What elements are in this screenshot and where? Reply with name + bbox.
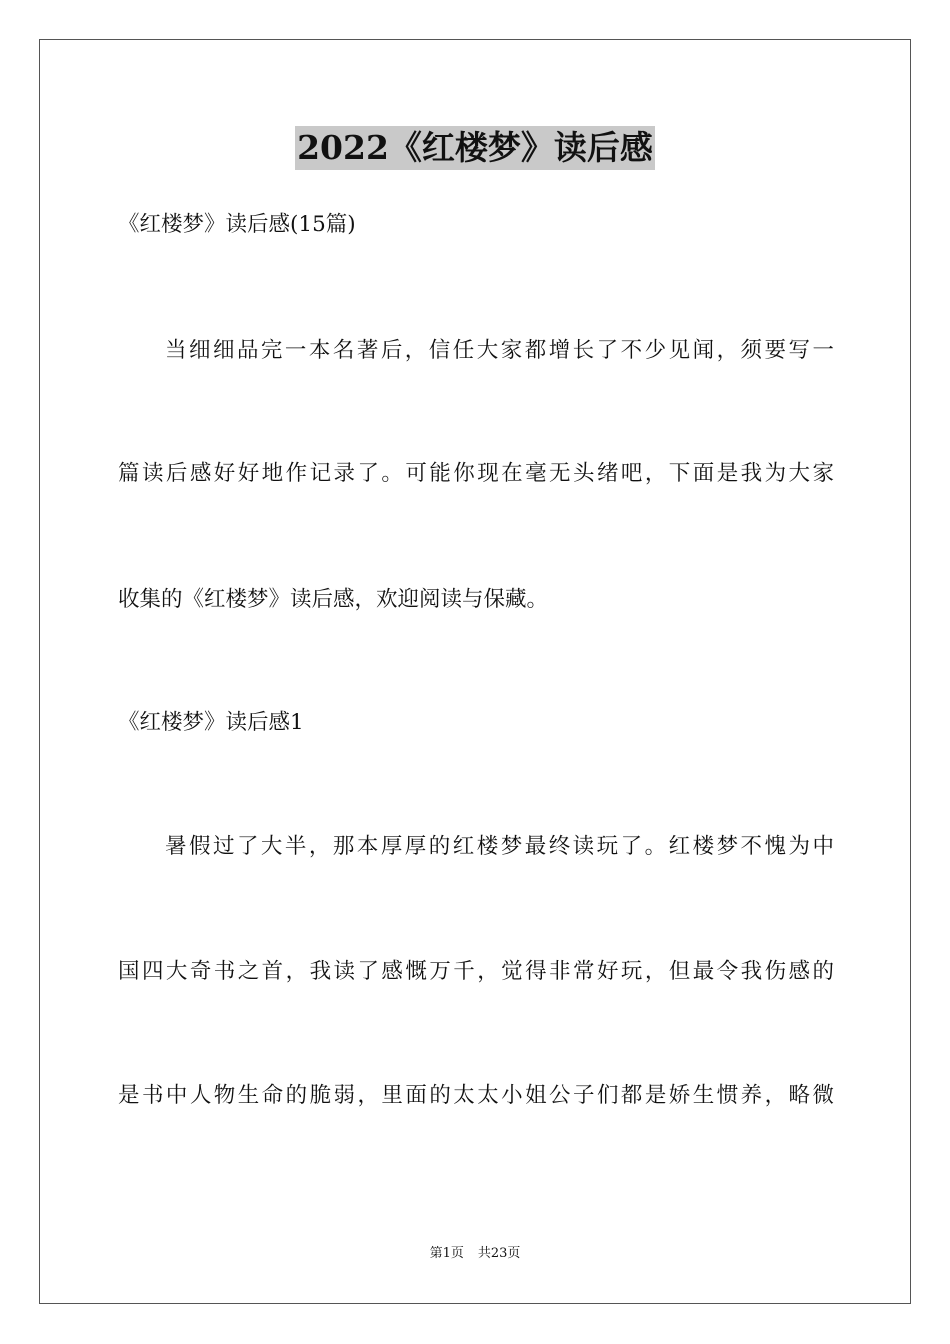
title-container [0,126,950,170]
section-heading: 《红楼梦》读后感1 [118,710,304,735]
section-line-2: 国四大奇书之首，我读了感慨万千，觉得非常好玩，但最令我伤感的 [118,959,834,984]
page-number: 第1页 [429,1246,464,1261]
section-line-3: 是书中人物生命的脆弱，里面的太太小姐公子们都是娇生惯养，略微 [118,1083,834,1108]
document-title: 2022《红楼梦》读后感 [295,126,655,170]
page-total: 共23页 [477,1246,521,1261]
intro-line-1: 当细细品完一本名著后，信任大家都增长了不少见闻，须要写一 [165,338,834,363]
section-line-1: 暑假过了大半，那本厚厚的红楼梦最终读玩了。红楼梦不愧为中 [165,834,834,859]
page-footer [0,1245,950,1263]
intro-line-2: 篇读后感好好地作记录了。可能你现在毫无头绪吧，下面是我为大家 [118,461,834,486]
document-subtitle: 《红楼梦》读后感(15篇) [118,212,356,237]
intro-line-3: 收集的《红楼梦》读后感，欢迎阅读与保藏。 [118,587,549,612]
